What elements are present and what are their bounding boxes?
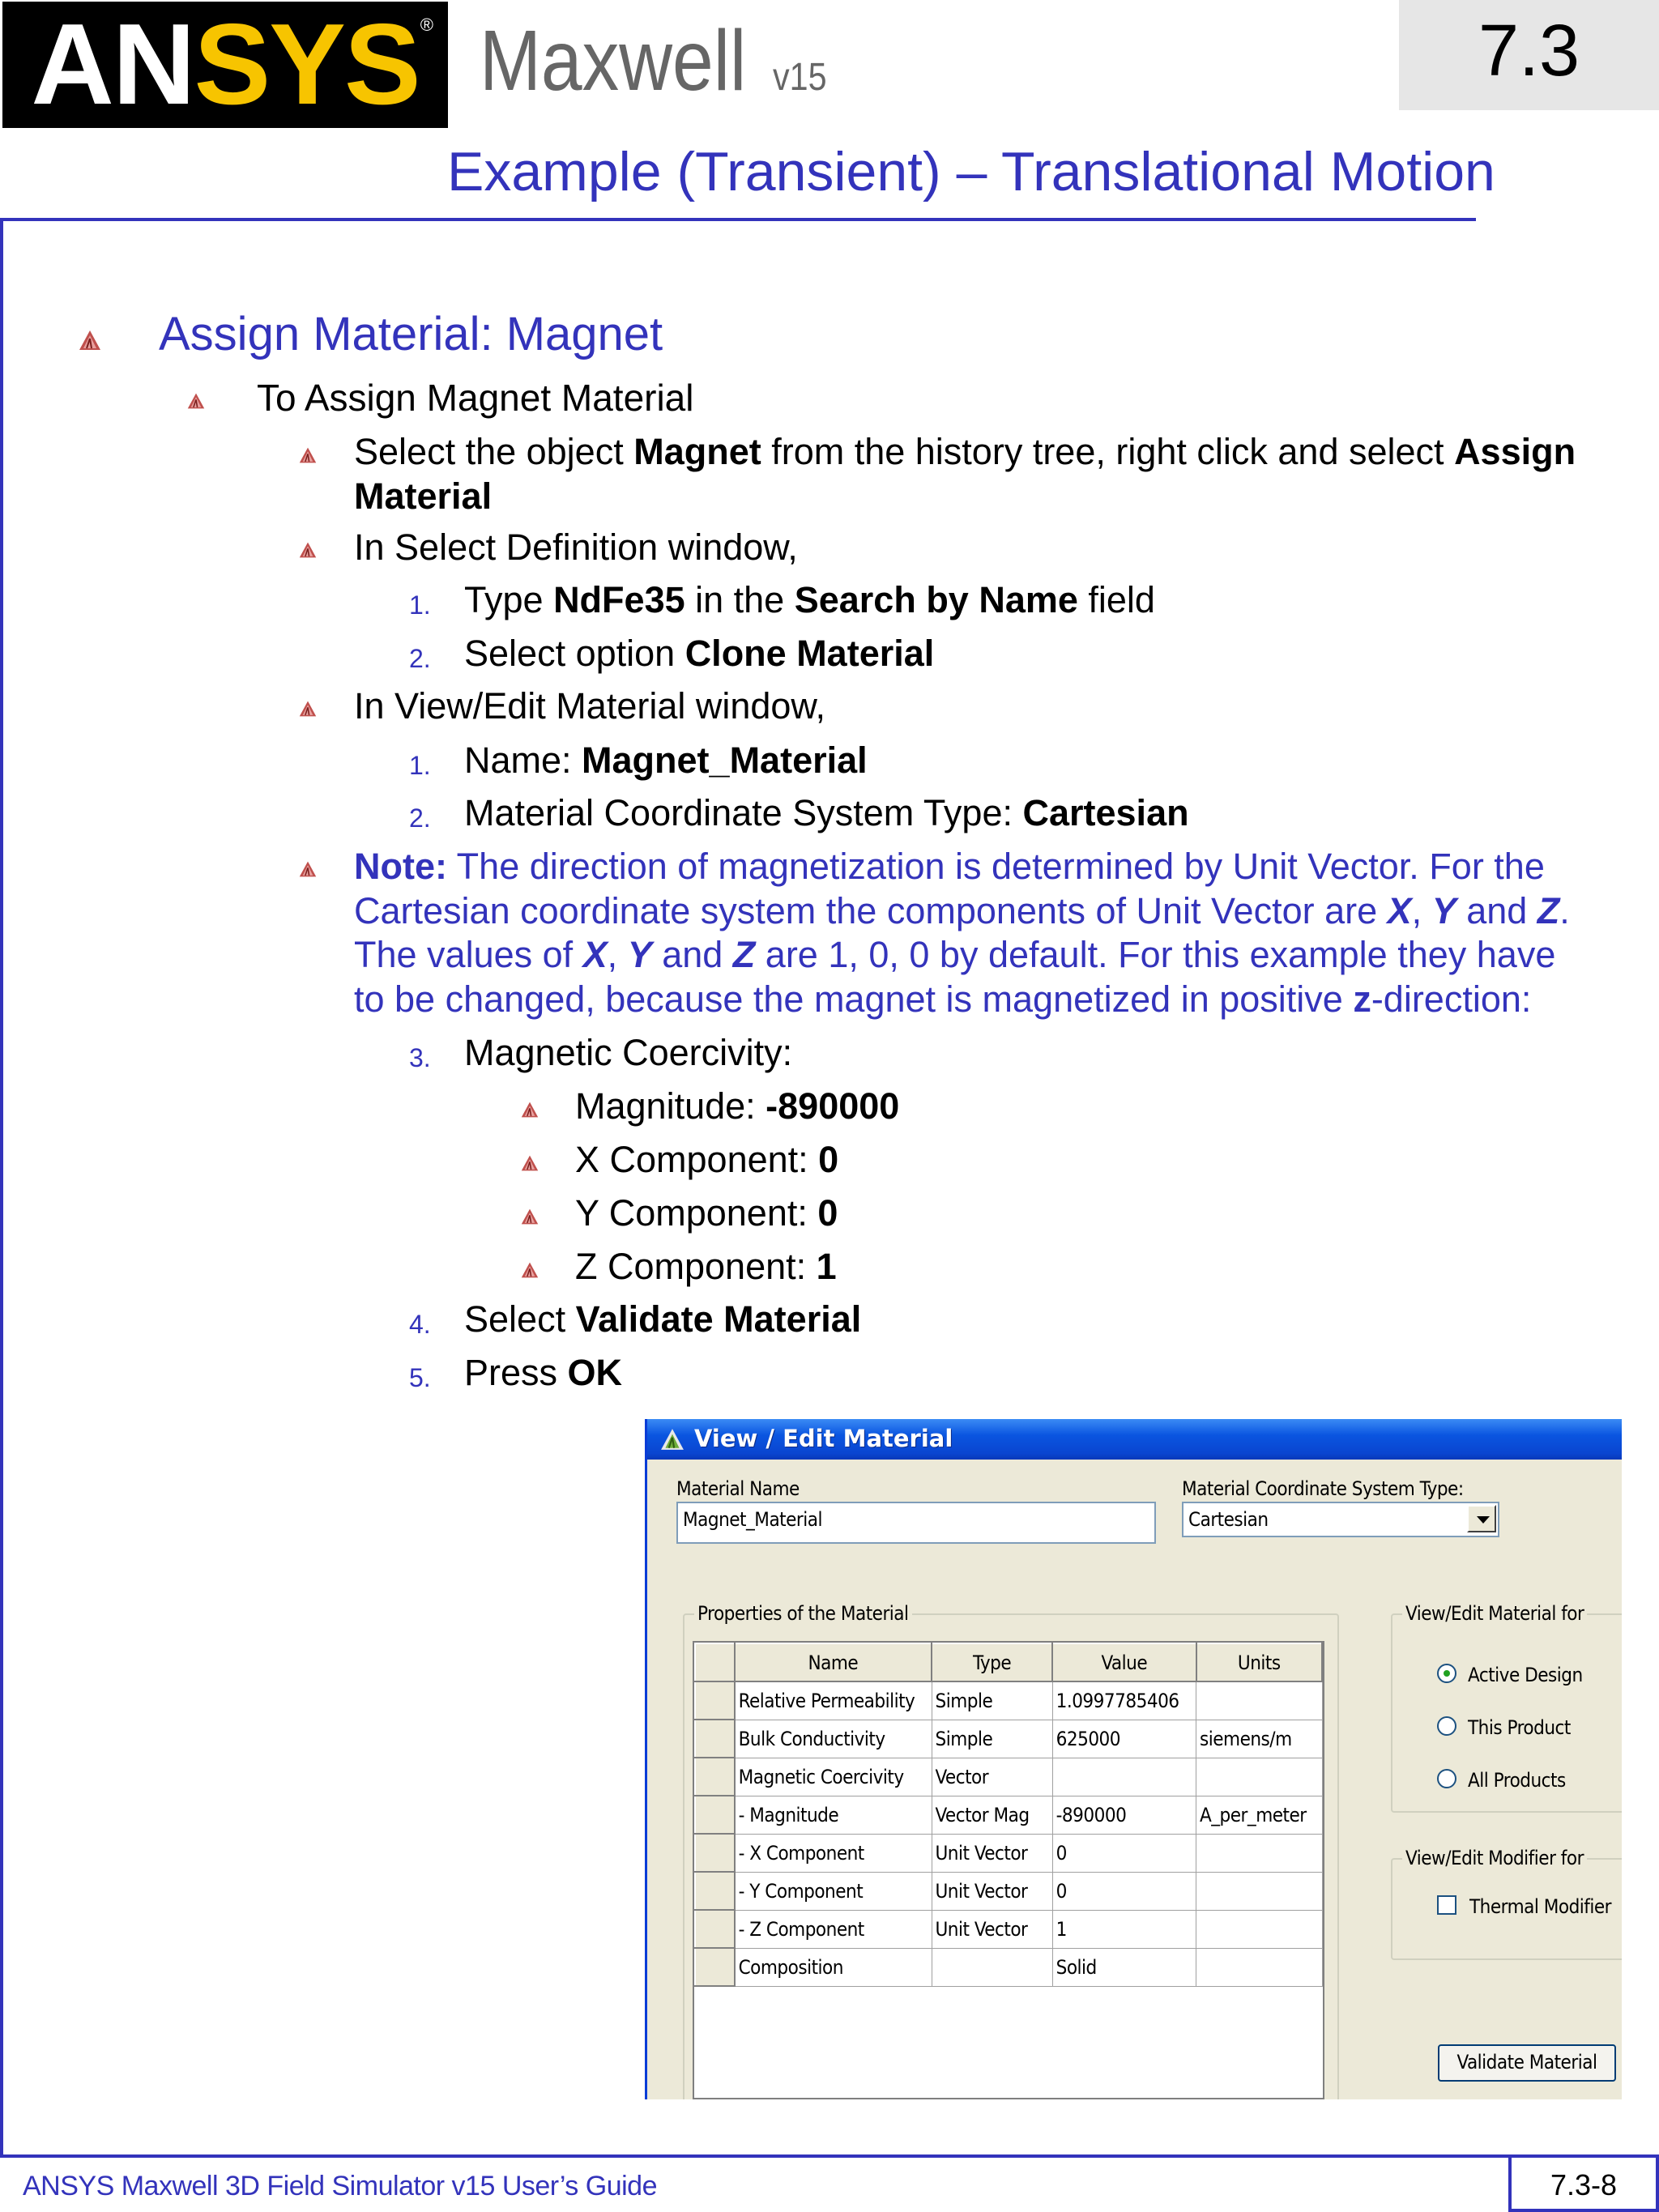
footer-guide-title: ANSYS Maxwell 3D Field Simulator v15 User’s Guide: [23, 2171, 657, 2201]
column-header[interactable]: Value: [1052, 1643, 1196, 1681]
material-name-field[interactable]: Magnet_Material: [676, 1502, 1156, 1544]
step-validate: Select Validate Material: [464, 1298, 862, 1340]
coordinate-system-label: Material Coordinate System Type:: [1182, 1477, 1464, 1500]
table-row[interactable]: Composition Solid: [695, 1948, 1322, 1986]
column-header[interactable]: Name: [735, 1643, 932, 1681]
step-number: 1.: [409, 590, 431, 620]
validate-material-button[interactable]: Validate Material: [1438, 2044, 1616, 2082]
dialog-titlebar: [647, 1419, 1622, 1460]
coercivity-x: X Component: 0: [575, 1139, 839, 1180]
title-divider: [0, 218, 1476, 221]
coercivity-y: Y Component: 0: [575, 1192, 838, 1234]
table-row[interactable]: - Z Component Unit Vector 1: [695, 1910, 1322, 1948]
view-edit-for-group: View/Edit Material for: [1391, 1613, 1622, 1813]
step-number: 3.: [409, 1043, 431, 1072]
dialog-title: View / Edit Material: [694, 1425, 953, 1452]
table-row[interactable]: - X Component Unit Vector 0: [695, 1834, 1322, 1872]
table-row[interactable]: Magnetic Coercivity Vector: [695, 1758, 1322, 1796]
note-line-4: to be changed, because the magnet is magnetized in positive z-direction:: [354, 978, 1532, 1020]
step-type-ndfe35: Type NdFe35 in the Search by Name field: [464, 579, 1155, 620]
step-select-definition: In Select Definition window,: [354, 526, 798, 568]
step-press-ok: Press OK: [464, 1352, 623, 1393]
note-line-1: Note: The direction of magnetization is determined by Unit Vector. For the: [354, 846, 1545, 887]
page-number: 7.3-8: [1550, 2168, 1618, 2201]
footer-divider: [0, 2154, 1659, 2158]
table-row[interactable]: - Magnitude Vector Mag -890000 A_per_meter: [695, 1796, 1322, 1834]
radio-all-products[interactable]: [1437, 1769, 1456, 1788]
radio-this-product[interactable]: [1437, 1716, 1456, 1736]
step-coordinate-system: Material Coordinate System Type: Cartesian: [464, 792, 1189, 833]
coercivity-magnitude: Magnitude: -890000: [575, 1085, 900, 1127]
row-selector-header: [695, 1643, 735, 1681]
note-line-2: Cartesian coordinate system the components of Unit Vector are X, Y and Z.: [354, 890, 1570, 931]
table-row[interactable]: Relative Permeability Simple 1.0997785406: [695, 1681, 1322, 1720]
section-number: 7.3: [1478, 11, 1580, 92]
step-number: 2.: [409, 644, 431, 673]
radio-this-product-label: This Product: [1468, 1716, 1571, 1739]
properties-grid[interactable]: [693, 1641, 1324, 2099]
dialog-body: [647, 1460, 1622, 2099]
ansys-logo: AN SYS ®: [2, 2, 448, 128]
step-name: Name: Magnet_Material: [464, 739, 868, 781]
properties-table: [694, 1643, 1323, 1987]
radio-all-products-label: All Products: [1468, 1769, 1566, 1792]
step-number: 2.: [409, 803, 431, 833]
step-magnetic-coercivity: Magnetic Coercivity:: [464, 1032, 793, 1073]
coercivity-z: Z Component: 1: [575, 1246, 837, 1287]
column-header[interactable]: Type: [932, 1643, 1052, 1681]
step-number: 5.: [409, 1363, 431, 1392]
table-row[interactable]: - Y Component Unit Vector 0: [695, 1872, 1322, 1910]
chevron-down-icon[interactable]: [1467, 1505, 1496, 1532]
maxwell-app-icon: [659, 1427, 686, 1455]
page-title: Example (Transient) – Translational Motion: [447, 141, 1495, 202]
radio-active-design[interactable]: [1437, 1664, 1456, 1683]
step-select-object-cont: Material: [354, 475, 493, 517]
step-number: 1.: [409, 751, 431, 780]
note-line-3: The values of X, Y and Z are 1, 0, 0 by default. For this example they have: [354, 934, 1556, 975]
table-header-row: [695, 1643, 1322, 1681]
column-header[interactable]: Units: [1196, 1643, 1323, 1681]
properties-group: Properties of the Material: [683, 1613, 1339, 2099]
product-version: v15: [773, 56, 827, 99]
thermal-modifier-label: Thermal Modifier: [1469, 1895, 1612, 1918]
step-view-edit: In View/Edit Material window,: [354, 685, 825, 727]
step-number: 4.: [409, 1310, 431, 1339]
view-edit-material-dialog: [645, 1419, 1622, 2099]
subheading: To Assign Magnet Material: [257, 377, 694, 419]
radio-active-design-label: Active Design: [1468, 1664, 1583, 1686]
product-name: Maxwell: [480, 13, 747, 109]
table-row[interactable]: Bulk Conductivity Simple 625000 siemens/m: [695, 1720, 1322, 1758]
section-heading: Assign Material: Magnet: [159, 308, 663, 360]
material-name-label: Material Name: [676, 1477, 800, 1500]
left-border: [0, 218, 3, 2156]
modifier-group: View/Edit Modifier for: [1391, 1858, 1622, 1960]
thermal-modifier-checkbox[interactable]: [1437, 1895, 1456, 1915]
step-select-object: Select the object Magnet from the history tree, right click and select Assign: [354, 431, 1576, 472]
coordinate-system-select[interactable]: Cartesian: [1182, 1502, 1499, 1537]
step-clone-material: Select option Clone Material: [464, 633, 935, 674]
